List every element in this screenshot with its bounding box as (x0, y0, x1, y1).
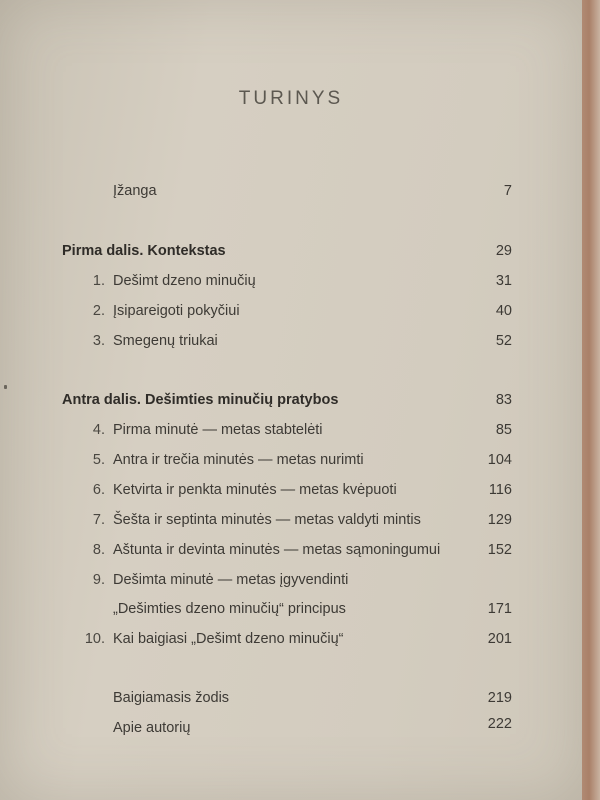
toc-entry-page: 85 (495, 422, 512, 438)
toc-entry-intro (0, 183, 582, 209)
toc-entry-page: 31 (495, 273, 512, 289)
toc-entry-label: Įsipareigoti pokyčiui (113, 303, 240, 319)
toc-entry-page: 83 (495, 392, 512, 408)
toc-entry-about-author (0, 716, 582, 746)
toc-entry-page: 219 (487, 690, 512, 706)
toc-entry-label: Apie autorių (113, 720, 191, 736)
toc-entry-page: 7 (503, 183, 512, 199)
toc-entry-number: 9. (92, 572, 105, 588)
toc-part-label: Pirma dalis. Kontekstas (62, 243, 226, 259)
toc-entry-number: 4. (92, 422, 105, 438)
toc-entry (0, 631, 582, 657)
toc-entry-label: Baigiamasis žodis (113, 690, 230, 706)
toc-entry-label: Aštunta ir devinta minutės — metas sąmoningumui (113, 542, 441, 558)
toc-entry-label: Ketvirta ir penkta minutės — metas kvėpuoti (113, 482, 397, 498)
toc-entry-afterword (0, 690, 582, 716)
toc-entry-page: 129 (487, 512, 512, 528)
toc-part-label: Antra dalis. Dešimties minučių pratybos (62, 392, 339, 408)
book-page-edge (582, 0, 600, 800)
toc-entry-continuation (0, 601, 582, 627)
toc-entry-number: 7. (92, 512, 105, 528)
toc-entry-page: 52 (495, 333, 512, 349)
toc-entry-number: 10. (84, 631, 105, 647)
toc-entry-number: 2. (92, 303, 105, 319)
toc-entry-page: 40 (495, 303, 512, 319)
page-speck (4, 385, 7, 389)
toc-entry-page: 116 (488, 482, 512, 498)
toc-entry (0, 542, 582, 568)
toc-entry-number: 8. (92, 542, 105, 558)
toc-entry-label: Antra ir trečia minutės — metas nurimti (113, 452, 364, 468)
toc-entry-page: 152 (487, 542, 512, 558)
toc-entry (0, 512, 582, 538)
toc-part-heading (0, 392, 582, 418)
toc-entry-label: Dešimta minutė — metas įgyvendinti (113, 572, 349, 588)
toc-entry-label: Kai baigiasi „Dešimt dzeno minučių“ (113, 631, 344, 647)
toc-title: TURINYS (238, 88, 344, 109)
toc-part-heading (0, 243, 582, 269)
toc-entry-page: 29 (495, 243, 512, 259)
toc-entry-label: Smegenų triukai (113, 333, 218, 349)
toc-entry-page: 171 (487, 601, 512, 617)
toc-entry (0, 333, 582, 359)
toc-entry-label: Dešimt dzeno minučių (113, 273, 256, 289)
toc-entry-label: „Dešimties dzeno minučių“ principus (113, 601, 346, 617)
toc-entry-number: 1. (92, 273, 105, 289)
toc-entry (0, 482, 582, 508)
toc-entry (0, 572, 582, 598)
toc-entry-page: 104 (487, 452, 512, 468)
toc-entry-label: Šešta ir septinta minutės — metas valdyti mintis (113, 512, 421, 528)
toc-entry (0, 303, 582, 329)
toc-entry-label: Įžanga (113, 183, 157, 199)
toc-entry-page: 222 (487, 716, 512, 732)
toc-entry-label: Pirma minutė — metas stabtelėti (113, 422, 323, 438)
toc-entry (0, 273, 582, 299)
toc-entry (0, 452, 582, 478)
toc-entry-number: 3. (92, 333, 105, 349)
toc-entry (0, 422, 582, 448)
toc-entry-number: 5. (92, 452, 105, 468)
toc-entry-number: 6. (92, 482, 105, 498)
toc-entry-page: 201 (487, 631, 512, 647)
